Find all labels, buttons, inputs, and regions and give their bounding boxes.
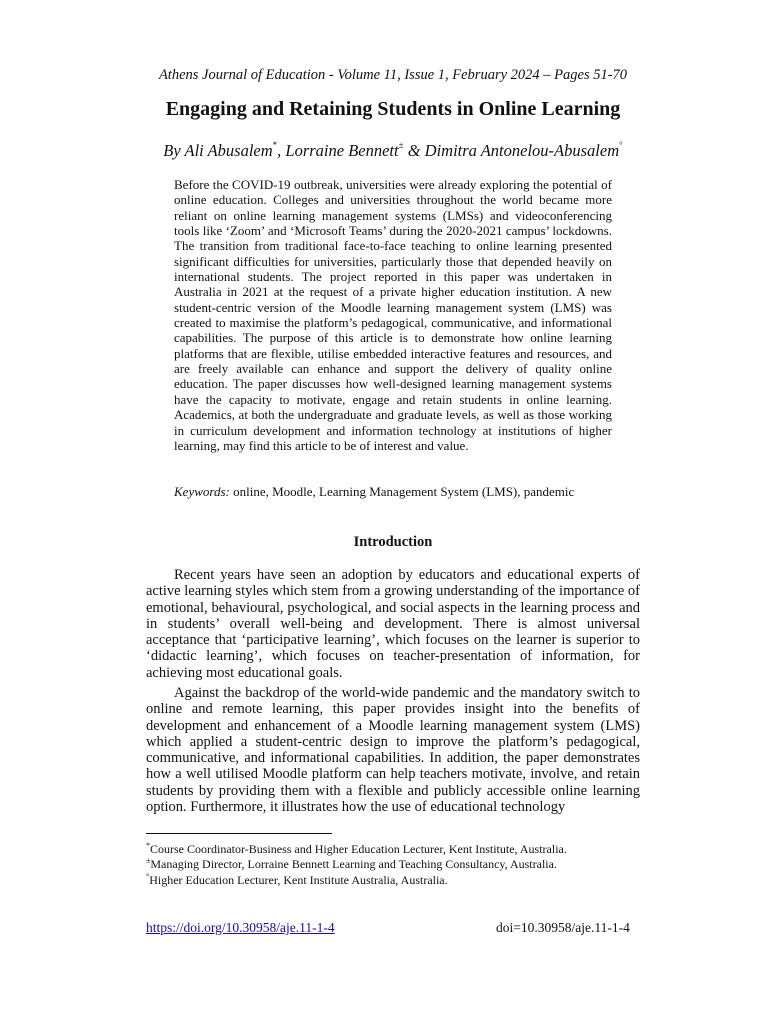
abstract: Before the COVID-19 outbreak, universities were already exploring the potential of online education. Colleges and universities throughout the world became more reliant on online learning management systems (LMSs) and videoconferencing tools like ‘Zoom’ and ‘Microsoft Teams’ during the 2020-2021 campus’ lockdowns. The transition from traditional face-to-face teaching to online learning presented significant difficulties for universities, particularly those that depended heavily on international students. The project reported in this paper was undertaken in Australia in 2021 at the request of a private higher education institution. A new student-centric version of the Moodle learning management system (LMS) was created to maximise the platform’s pedagogical, communicative, and informational capabilities. The purpose of this article is to demonstrate how online learning platforms that are flexible, utilise embedded interactive features and resources, and are freely available can enhance and support the delivery of quality online education. The paper discusses how well-designed learning management systems have the capacity to motivate, engage and retain students in online learning. Academics, at both the undergraduate and graduate levels, as well as those working in curriculum development and information technology at institutions of higher learning, may find this article to be of interest and value.	[174, 177, 612, 453]
journal-header: Athens Journal of Education - Volume 11, Issue 1, February 2024 – Pages 51-70	[158, 67, 628, 83]
footnote-2	[146, 856, 557, 872]
footnote-1-mark: *	[146, 841, 150, 850]
doi-text: doi=10.30958/aje.11-1-4	[496, 920, 630, 935]
author-1-mark: *	[272, 140, 278, 150]
footnote-1-text: Course Coordinator-Business and Higher Education Lecturer, Kent Institute, Australia.	[150, 842, 567, 856]
footnote-2-text: Managing Director, Lorraine Bennett Learning and Teaching Consultancy, Australia.	[150, 857, 557, 871]
keywords-label: Keywords:	[174, 484, 230, 499]
author-1: By Ali Abusalem	[163, 141, 273, 160]
footnote-1	[146, 841, 567, 857]
author-line	[0, 140, 768, 161]
footnote-3-mark: °	[146, 872, 150, 881]
doi-link[interactable]: https://doi.org/10.30958/aje.11-1-4	[146, 920, 335, 935]
footnote-2-mark: ±	[146, 856, 151, 865]
author-2-mark: ±	[398, 140, 404, 150]
author-3: & Dimitra Antonelou-Abusalem	[403, 141, 620, 160]
paper-title: Engaging and Retaining Students in Online Learning	[165, 98, 621, 120]
footnote-3-text: Higher Education Lecturer, Kent Institute Australia, Australia.	[149, 873, 448, 887]
footnote-divider	[146, 833, 332, 834]
intro-paragraph-1: Recent years have seen an adoption by educators and educational experts of active learning styles which stem from a growing understanding of the importance of emotional, behavioural, psychological, and social aspects in the learning process and in students’ overall well-being and development. There is almost universal acceptance that ‘participative learning’, which focuses on the learner is superior to ‘didactic learning’, which focuses on teacher-presentation of information, for achieving most educational goals.	[146, 567, 640, 681]
keywords-text: online, Moodle, Learning Management System (LMS), pandemic	[229, 484, 575, 499]
intro-paragraph-2: Against the backdrop of the world-wide pandemic and the mandatory switch to online and remote learning, this paper provides insight into the benefits of development and enhancement of a Moodle learning management system (LMS) which applied a student-centric design to improve the platform’s pedagogical, communicative, and informational capabilities. In addition, the paper demonstrates how a well utilised Moodle platform can help teachers motivate, involve, and retain students by providing them with a flexible and publicly accessible online learning option. Furthermore, it illustrates how the use of educational technology	[146, 685, 640, 816]
author-3-mark: °	[619, 140, 623, 150]
section-heading-introduction: Introduction	[353, 534, 433, 550]
footnote-3	[146, 872, 448, 888]
keywords	[174, 484, 614, 500]
author-2: , Lorraine Bennett	[277, 141, 399, 160]
